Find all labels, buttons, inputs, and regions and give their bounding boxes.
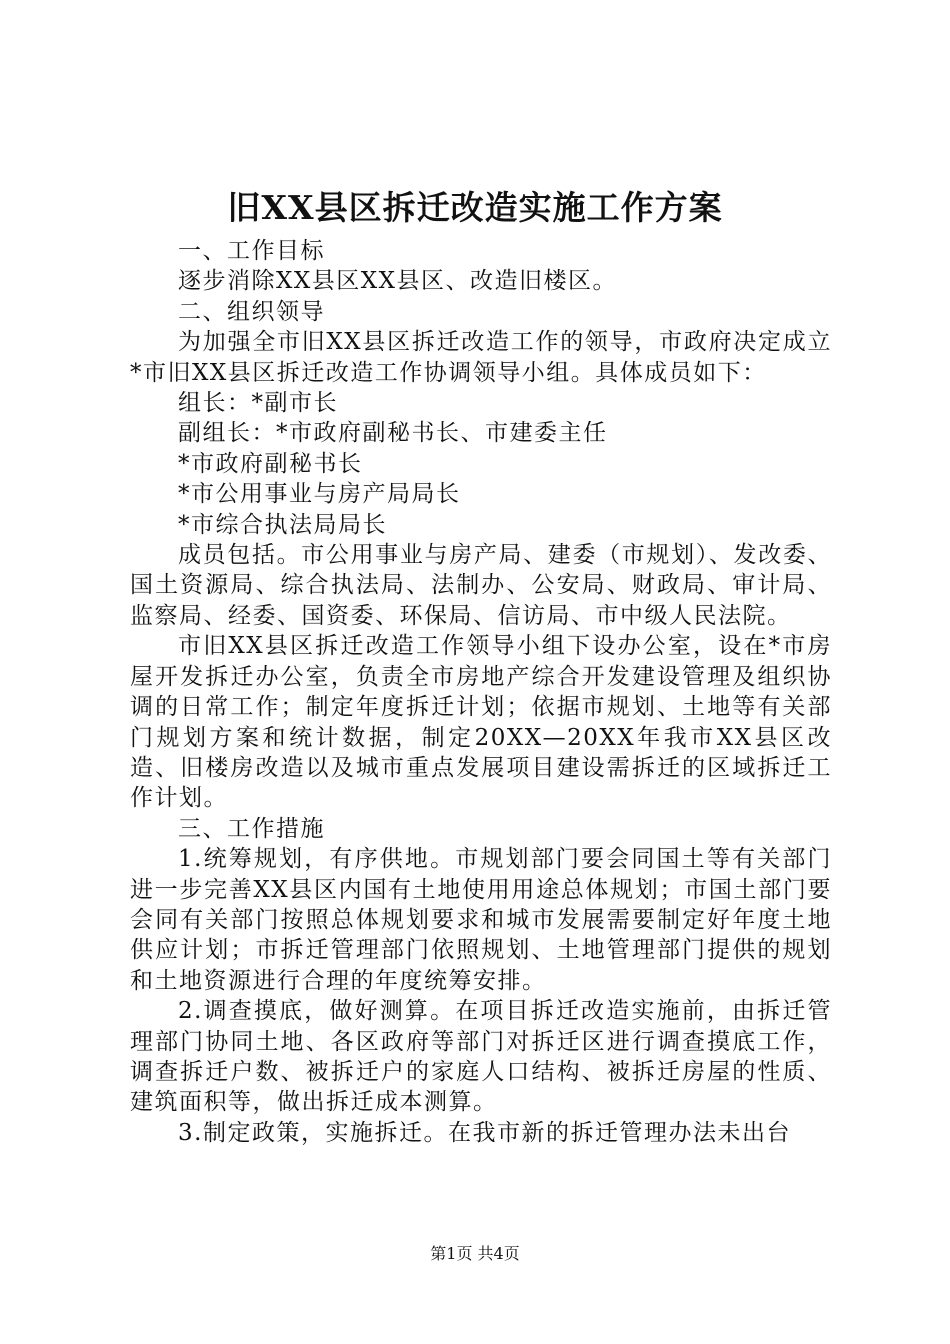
paragraph-measure-1: 1.统筹规划，有序供地。市规划部门要会同国土等有关部门进一步完善XX县区内国有土地使用用途总体规划；市国土部门要会同有关部门按照总体规划要求和城市发展需要制定好年度土地供应计划；市拆迁管理部门依照规划、土地管理部门提供的规划和土地资源进行合理的年度统筹安排。 xyxy=(130,846,832,994)
line-member-3: *市综合执法局局长 xyxy=(178,511,387,538)
paragraph-measure-3: 3.制定政策，实施拆迁。在我市新的拆迁管理办法未出台 xyxy=(178,1119,791,1146)
page-footer: 第1页 共4页 xyxy=(430,1244,520,1263)
paragraph-members: 成员包括。市公用事业与房产局、建委（市规划）、发改委、国土资源局、综合执法局、法制办、公安局、财政局、审计局、监察局、经委、国资委、环保局、信访局、市中级人民法院。 xyxy=(130,542,832,629)
paragraph-measure-2: 2.调查摸底，做好测算。在项目拆迁改造实施前，由拆迁管理部门协同土地、各区政府等部门对拆迁区进行调查摸底工作，调查拆迁户数、被拆迁户的家庭人口结构、被拆迁房屋的性质、建筑面积等，做出拆迁成本测算。 xyxy=(130,998,832,1116)
paragraph-goal: 逐步消除XX县区XX县区、改造旧楼区。 xyxy=(178,268,617,295)
line-deputy-leader: 副组长：*市政府副秘书长、市建委主任 xyxy=(178,420,608,447)
heading-measures: 三、工作措施 xyxy=(178,815,325,842)
line-member-2: *市公用事业与房产局局长 xyxy=(178,481,461,508)
paragraph-organization: 为加强全市旧XX县区拆迁改造工作的领导，市政府决定成立*市旧XX县区拆迁改造工作协调领导小组。具体成员如下： xyxy=(130,329,832,386)
heading-organization: 二、组织领导 xyxy=(178,298,325,325)
document-title: 旧XX县区拆迁改造实施工作方案 xyxy=(227,188,723,227)
line-group-leader: 组长：*副市长 xyxy=(178,390,338,417)
paragraph-office: 市旧XX县区拆迁改造工作领导小组下设办公室，设在*市房屋开发拆迁办公室，负责全市房地产综合开发建设管理及组织协调的日常工作；制定年度拆迁计划；依据市规划、土地等有关部门规划方案和统计数据，制定20XX—20XX年我市XX县区改造、旧楼房改造以及城市重点发展项目建设需拆迁的区域拆迁工作计划。 xyxy=(130,633,832,812)
document-body xyxy=(130,236,832,1148)
line-member-1: *市政府副秘书长 xyxy=(178,450,363,477)
heading-work-goal: 一、工作目标 xyxy=(178,238,325,264)
